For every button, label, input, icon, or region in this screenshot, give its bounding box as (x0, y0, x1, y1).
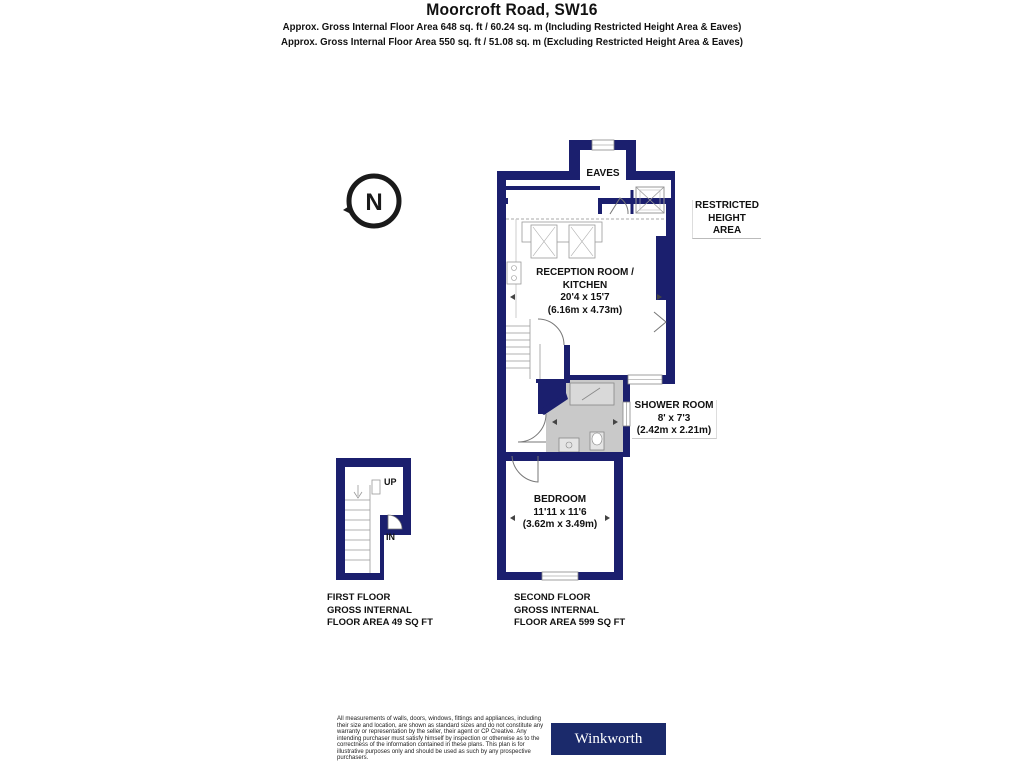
bedroom-dims-metric: (3.62m x 3.49m) (522, 519, 598, 530)
reception-room-dims: 20'4 x 15'7 (560, 292, 610, 303)
shower-room-name: SHOWER ROOM (634, 400, 714, 411)
reception-room-label (520, 267, 650, 317)
winkworth-logo: Winkworth (551, 723, 666, 755)
bedroom-label (506, 494, 614, 532)
bedroom-dims: 11'11 x 11'6 (533, 506, 587, 518)
compass-icon (343, 176, 399, 226)
restricted-height-label: RESTRICTED HEIGHT AREA (692, 200, 761, 239)
first-floor-plan (336, 458, 411, 580)
stairs-up-label: UP (384, 477, 397, 487)
second-floor-caption: SECOND FLOOR GROSS INTERNAL FLOOR AREA 599 SQ FT (514, 592, 626, 628)
reception-room-name-2: KITCHEN (562, 279, 608, 291)
reception-room-name: RECEPTION ROOM / (536, 267, 634, 278)
entrance-label: IN (386, 532, 395, 542)
sink-icon (559, 438, 579, 452)
first-floor-caption: FIRST FLOOR GROSS INTERNAL FLOOR AREA 49 SQ FT (327, 592, 433, 628)
toilet-icon (590, 432, 604, 450)
shower-room-label (632, 400, 717, 439)
shower-tray-icon (570, 383, 614, 405)
shower-room-dims-metric: (2.42m x 2.21m) (636, 425, 712, 436)
floor-area-including: Approx. Gross Internal Floor Area 648 sq. ft / 60.24 sq. m (Including Restricted Height Area & Eaves) (282, 21, 742, 33)
reception-room-dims-metric: (6.16m x 4.73m) (547, 304, 623, 316)
floor-area-excluding: Approx. Gross Internal Floor Area 550 sq. ft / 51.08 sq. m (Excluding Restricted Height Area & Eaves) (280, 36, 744, 48)
shower-room-dims: 8' x 7'3 (657, 412, 691, 424)
compass-letter: N (365, 189, 383, 216)
property-address: Moorcroft Road, SW16 (426, 0, 598, 19)
bedroom-name: BEDROOM (533, 494, 587, 505)
eaves-label: EAVES (586, 168, 620, 179)
disclaimer-text: All measurements of walls, doors, windows, fittings and appliances, including their size and location, are shown as standard sizes and do not constitute any warranty or representation by the seller, their agent or CP Creative. Any intending purchaser must satisfy himself by inspection or otherwise as to the correctness of the information contained in these plans. This plan is for illustrative purposes only and should be used as such by any prospective purchasers. (337, 716, 544, 761)
sink-icon (507, 262, 521, 284)
